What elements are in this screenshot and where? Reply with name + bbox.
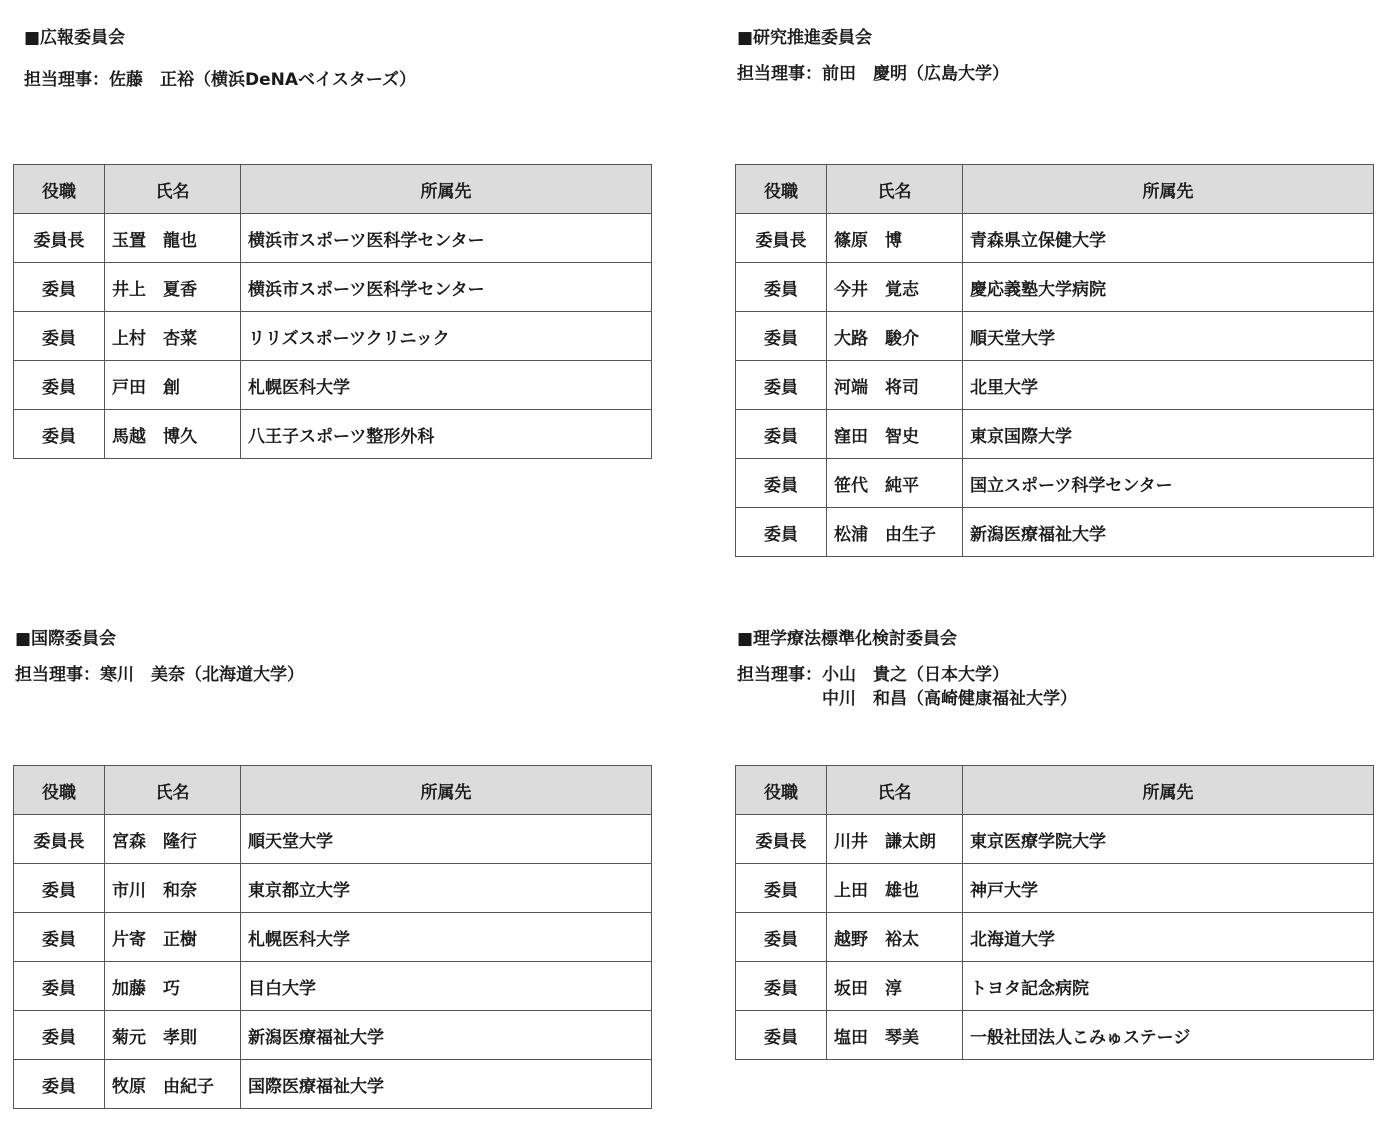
director-label: 担当理事： bbox=[15, 665, 100, 685]
cell-name: 片寄 正樹 bbox=[105, 913, 241, 962]
header-affiliation: 所属先 bbox=[241, 766, 652, 815]
table-row bbox=[736, 864, 1374, 913]
table-row bbox=[736, 1011, 1374, 1060]
cell-role: 委員長 bbox=[14, 815, 105, 864]
table-row bbox=[736, 815, 1374, 864]
cell-name: 馬越 博久 bbox=[105, 410, 241, 459]
cell-name: 河端 将司 bbox=[827, 361, 963, 410]
table-row bbox=[736, 312, 1374, 361]
members-table bbox=[13, 164, 652, 459]
table-row bbox=[14, 962, 652, 1011]
director-name: 寒川 美奈（北海道大学） bbox=[100, 665, 304, 685]
cell-name: 玉置 龍也 bbox=[105, 214, 241, 263]
cell-role: 委員 bbox=[14, 962, 105, 1011]
director-label: 担当理事： bbox=[737, 64, 822, 84]
cell-name: 上田 雄也 bbox=[827, 864, 963, 913]
table-row bbox=[14, 410, 652, 459]
cell-affiliation: 一般社団法人こみゅステージ bbox=[963, 1011, 1374, 1060]
cell-role: 委員 bbox=[14, 263, 105, 312]
members-table bbox=[13, 765, 652, 1109]
cell-name: 塩田 琴美 bbox=[827, 1011, 963, 1060]
header-role: 役職 bbox=[14, 766, 105, 815]
cell-role: 委員 bbox=[736, 1011, 827, 1060]
table-row bbox=[736, 913, 1374, 962]
cell-affiliation: 新潟医療福祉大学 bbox=[963, 508, 1374, 557]
cell-affiliation: 東京国際大学 bbox=[963, 410, 1374, 459]
header-name: 氏名 bbox=[105, 165, 241, 214]
cell-role: 委員 bbox=[736, 312, 827, 361]
table-row bbox=[14, 263, 652, 312]
committee-title: ■理学療法標準化検討委員会 bbox=[737, 629, 958, 649]
cell-name: 上村 杏菜 bbox=[105, 312, 241, 361]
cell-affiliation: リリズスポーツクリニック bbox=[241, 312, 652, 361]
cell-affiliation: 東京医療学院大学 bbox=[963, 815, 1374, 864]
cell-name: 井上 夏香 bbox=[105, 263, 241, 312]
cell-name: 松浦 由生子 bbox=[827, 508, 963, 557]
cell-name: 越野 裕太 bbox=[827, 913, 963, 962]
table-header-row bbox=[736, 766, 1374, 815]
table-header-row bbox=[736, 165, 1374, 214]
cell-name: 今井 覚志 bbox=[827, 263, 963, 312]
header-affiliation: 所属先 bbox=[963, 766, 1374, 815]
cell-name: 大路 駿介 bbox=[827, 312, 963, 361]
cell-affiliation: 横浜市スポーツ医科学センター bbox=[241, 214, 652, 263]
header-name: 氏名 bbox=[827, 165, 963, 214]
table-row bbox=[14, 214, 652, 263]
cell-role: 委員 bbox=[14, 312, 105, 361]
table-row bbox=[736, 962, 1374, 1011]
cell-role: 委員 bbox=[736, 913, 827, 962]
cell-role: 委員 bbox=[736, 410, 827, 459]
cell-affiliation: 札幌医科大学 bbox=[241, 361, 652, 410]
table-row bbox=[736, 508, 1374, 557]
director-name: 中川 和昌（高崎健康福祉大学） bbox=[822, 689, 1077, 709]
director-name: 小山 貴之（日本大学） bbox=[822, 665, 1009, 685]
cell-affiliation: 慶応義塾大学病院 bbox=[963, 263, 1374, 312]
table-row bbox=[14, 1060, 652, 1109]
table-row bbox=[14, 815, 652, 864]
committee-title: ■研究推進委員会 bbox=[737, 28, 873, 48]
cell-name: 窪田 智史 bbox=[827, 410, 963, 459]
cell-role: 委員 bbox=[14, 913, 105, 962]
cell-role: 委員 bbox=[736, 962, 827, 1011]
cell-name: 戸田 創 bbox=[105, 361, 241, 410]
director-name: 前田 慶明（広島大学） bbox=[822, 64, 1009, 84]
cell-name: 牧原 由紀子 bbox=[105, 1060, 241, 1109]
cell-affiliation: 順天堂大学 bbox=[963, 312, 1374, 361]
cell-affiliation: 八王子スポーツ整形外科 bbox=[241, 410, 652, 459]
cell-name: 加藤 巧 bbox=[105, 962, 241, 1011]
cell-affiliation: 順天堂大学 bbox=[241, 815, 652, 864]
cell-role: 委員 bbox=[14, 1060, 105, 1109]
table-row bbox=[14, 864, 652, 913]
table-row bbox=[14, 312, 652, 361]
cell-affiliation: 目白大学 bbox=[241, 962, 652, 1011]
table-row bbox=[736, 410, 1374, 459]
cell-affiliation: トヨタ記念病院 bbox=[963, 962, 1374, 1011]
header-name: 氏名 bbox=[827, 766, 963, 815]
table-row bbox=[736, 263, 1374, 312]
cell-role: 委員 bbox=[736, 508, 827, 557]
committee-title: ■国際委員会 bbox=[15, 629, 117, 649]
cell-name: 笹代 純平 bbox=[827, 459, 963, 508]
director-label: 担当理事： bbox=[737, 665, 822, 685]
cell-name: 菊元 孝則 bbox=[105, 1011, 241, 1060]
cell-name: 市川 和奈 bbox=[105, 864, 241, 913]
cell-role: 委員 bbox=[14, 410, 105, 459]
director-label: 担当理事： bbox=[24, 70, 109, 90]
cell-affiliation: 北里大学 bbox=[963, 361, 1374, 410]
cell-role: 委員 bbox=[736, 864, 827, 913]
cell-affiliation: 国立スポーツ科学センター bbox=[963, 459, 1374, 508]
header-affiliation: 所属先 bbox=[241, 165, 652, 214]
header-role: 役職 bbox=[736, 766, 827, 815]
header-name: 氏名 bbox=[105, 766, 241, 815]
director-line bbox=[737, 62, 1009, 86]
cell-name: 川井 謙太朗 bbox=[827, 815, 963, 864]
table-header-row bbox=[14, 165, 652, 214]
cell-affiliation: 札幌医科大学 bbox=[241, 913, 652, 962]
director-line bbox=[24, 68, 416, 92]
cell-role: 委員 bbox=[14, 864, 105, 913]
cell-name: 坂田 淳 bbox=[827, 962, 963, 1011]
cell-affiliation: 国際医療福祉大学 bbox=[241, 1060, 652, 1109]
table-row bbox=[736, 459, 1374, 508]
cell-role: 委員 bbox=[14, 361, 105, 410]
cell-role: 委員 bbox=[736, 263, 827, 312]
members-table bbox=[735, 164, 1374, 557]
table-row bbox=[14, 913, 652, 962]
cell-role: 委員 bbox=[14, 1011, 105, 1060]
cell-name: 篠原 博 bbox=[827, 214, 963, 263]
director-line bbox=[15, 663, 304, 687]
cell-role: 委員長 bbox=[14, 214, 105, 263]
cell-affiliation: 青森県立保健大学 bbox=[963, 214, 1374, 263]
header-role: 役職 bbox=[14, 165, 105, 214]
cell-affiliation: 新潟医療福祉大学 bbox=[241, 1011, 652, 1060]
header-affiliation: 所属先 bbox=[963, 165, 1374, 214]
cell-role: 委員長 bbox=[736, 815, 827, 864]
cell-affiliation: 神戸大学 bbox=[963, 864, 1374, 913]
director-name: 佐藤 正裕（横浜DeNAベイスターズ） bbox=[109, 70, 417, 90]
table-header-row bbox=[14, 766, 652, 815]
table-row bbox=[14, 361, 652, 410]
cell-affiliation: 北海道大学 bbox=[963, 913, 1374, 962]
header-role: 役職 bbox=[736, 165, 827, 214]
table-row bbox=[14, 1011, 652, 1060]
cell-role: 委員長 bbox=[736, 214, 827, 263]
cell-affiliation: 横浜市スポーツ医科学センター bbox=[241, 263, 652, 312]
table-row bbox=[736, 361, 1374, 410]
cell-affiliation: 東京都立大学 bbox=[241, 864, 652, 913]
cell-name: 宮森 隆行 bbox=[105, 815, 241, 864]
director-line bbox=[737, 663, 1077, 711]
members-table bbox=[735, 765, 1374, 1060]
cell-role: 委員 bbox=[736, 361, 827, 410]
committee-title: ■広報委員会 bbox=[24, 28, 126, 48]
cell-role: 委員 bbox=[736, 459, 827, 508]
table-row bbox=[736, 214, 1374, 263]
